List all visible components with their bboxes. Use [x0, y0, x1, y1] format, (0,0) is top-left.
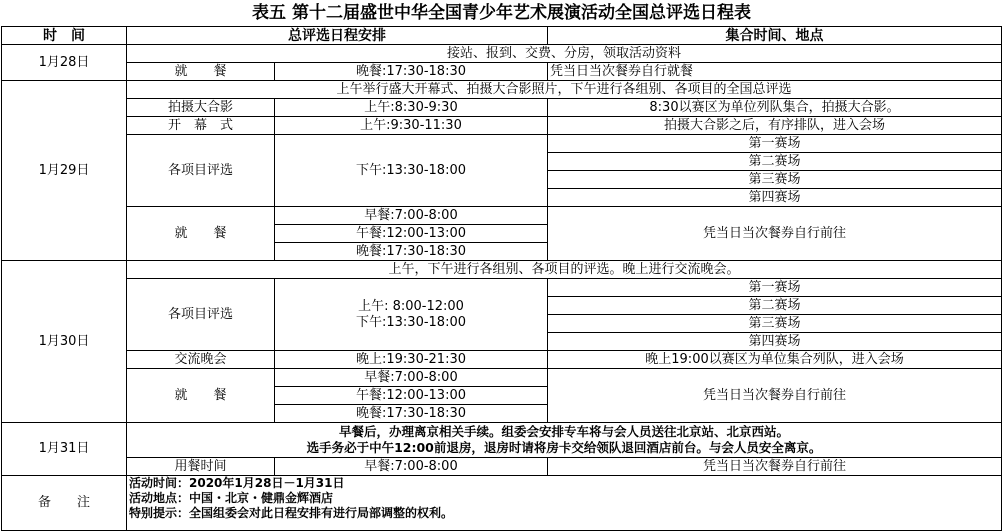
item-label: 拍摄大合影	[127, 99, 275, 117]
note-line: 活动时间：2020年1月28日－1月31日	[129, 476, 345, 490]
time-cell: 晚餐:17:30-18:30	[275, 63, 548, 81]
time-cell: 晚上:19:30-21:30	[275, 351, 548, 369]
venue-cell: 第二赛场	[548, 153, 1002, 171]
table-row	[2, 99, 1002, 117]
item-label: 各项目评选	[127, 135, 275, 207]
table-row	[2, 369, 1002, 387]
date-cell: 1月28日	[2, 45, 127, 81]
table-row	[2, 117, 1002, 135]
date-cell: 1月30日	[2, 261, 127, 423]
table-row	[2, 207, 1002, 225]
header-place: 集合时间、地点	[548, 27, 1002, 45]
schedule-table	[1, 26, 1002, 531]
time-cell: 午餐:12:00-13:00	[275, 225, 548, 243]
table-title: 表五 第十二届盛世中华全国青少年艺术展演活动全国总评选日程表	[252, 3, 751, 23]
departure-cell	[127, 423, 1002, 458]
notes-label: 备 注	[2, 476, 127, 531]
note-line: 特别提示：全国组委会对此日程安排有进行局部调整的权利。	[129, 506, 454, 520]
table-row	[2, 63, 1002, 81]
item-label: 就 餐	[127, 207, 275, 261]
time-cell: 上午:8:30-9:30	[275, 99, 548, 117]
place-cell: 8:30以赛区为单位列队集合，拍摄大合影。	[548, 99, 1002, 117]
table-row	[2, 351, 1002, 369]
summary-cell: 上午举行盛大开幕式、拍摄大合影照片，下午进行各组别、各项目的全国总评选	[127, 81, 1002, 99]
time-line: 上午: 8:00-12:00	[358, 298, 464, 314]
venue-cell: 第二赛场	[548, 297, 1002, 315]
item-label: 用餐时间	[127, 458, 275, 476]
note-line: 活动地点：中国・北京・健鼎金辉酒店	[129, 491, 334, 505]
table-row	[2, 81, 1002, 99]
table-row	[2, 423, 1002, 458]
time-cell: 早餐:7:00-8:00	[275, 369, 548, 387]
time-cell: 晚餐:17:30-18:30	[275, 243, 548, 261]
time-cell	[275, 279, 548, 351]
item-label: 就 餐	[127, 369, 275, 423]
venue-cell: 第三赛场	[548, 315, 1002, 333]
summary-cell: 上午，下午进行各组别、各项目的评选。晚上进行交流晚会。	[127, 261, 1002, 279]
place-cell: 凭当日当次餐券自行前往	[548, 458, 1002, 476]
place-cell: 凭当日当次餐券自行就餐	[548, 63, 1002, 81]
time-cell: 早餐:7:00-8:00	[275, 207, 548, 225]
table-row	[2, 45, 1002, 63]
item-label: 开 幕 式	[127, 117, 275, 135]
notes-row	[2, 476, 1002, 531]
time-cell: 午餐:12:00-13:00	[275, 387, 548, 405]
header-time: 时 间	[2, 27, 127, 45]
table-row	[2, 458, 1002, 476]
departure-line: 早餐后，办理离京相关手续。组委会安排专车将与会人员送往北京站、北京西站。	[338, 424, 789, 439]
venue-cell: 第四赛场	[548, 333, 1002, 351]
time-cell: 早餐:7:00-8:00	[275, 458, 548, 476]
venue-cell: 第三赛场	[548, 171, 1002, 189]
item-label: 就 餐	[127, 63, 275, 81]
header-schedule: 总评选日程安排	[127, 27, 548, 45]
schedule-cell: 接站、报到、交费、分房，领取活动资料	[127, 45, 1002, 63]
table-row	[2, 261, 1002, 279]
time-cell: 下午:13:30-18:00	[275, 135, 548, 207]
table-row	[2, 279, 1002, 297]
place-cell: 凭当日当次餐券自行前往	[548, 207, 1002, 261]
date-cell: 1月31日	[2, 423, 127, 476]
item-label: 各项目评选	[127, 279, 275, 351]
item-label: 交流晚会	[127, 351, 275, 369]
time-line: 下午:13:30-18:00	[356, 314, 466, 330]
place-cell: 拍摄大合影之后，有序排队，进入会场	[548, 117, 1002, 135]
time-cell: 晚餐:17:30-18:30	[275, 405, 548, 423]
time-cell: 上午:9:30-11:30	[275, 117, 548, 135]
venue-cell: 第一赛场	[548, 135, 1002, 153]
header-row	[2, 27, 1002, 45]
departure-line: 选手务必于中午12:00前退房，退房时请将房卡交给领队退回酒店前台。与会人员安全离京。	[306, 440, 822, 455]
date-cell: 1月29日	[2, 81, 127, 261]
place-cell: 晚上19:00以赛区为单位集合列队，进入会场	[548, 351, 1002, 369]
notes-cell	[127, 476, 1002, 531]
venue-cell: 第四赛场	[548, 189, 1002, 207]
place-cell: 凭当日当次餐券自行前往	[548, 369, 1002, 423]
table-row	[2, 135, 1002, 153]
venue-cell: 第一赛场	[548, 279, 1002, 297]
